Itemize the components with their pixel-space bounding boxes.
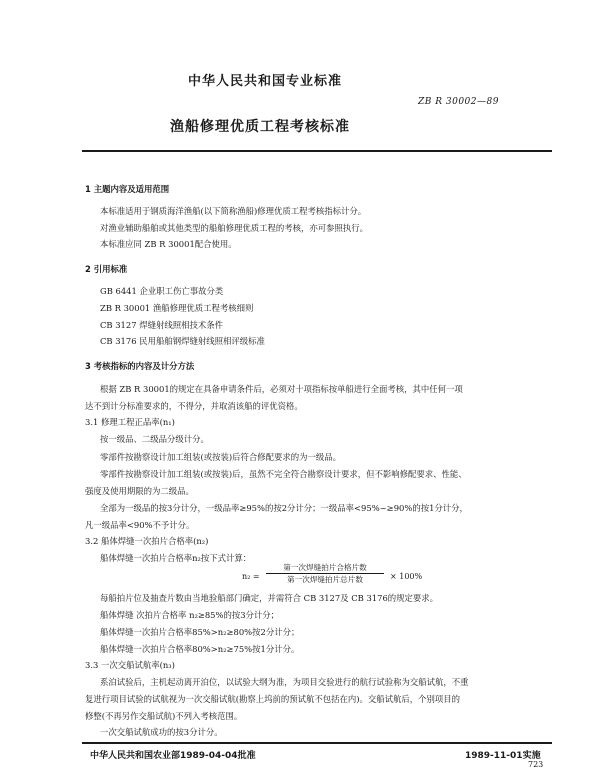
subsection-3-3-line: 系泊试验后，主机起动离开泊位，以试验大纲为准，为项目交验进行的航行试验称为交船试航，不重 <box>100 677 469 687</box>
footer-rule <box>82 742 552 744</box>
section-1-line: 本标准应同 ZB R 30001配合使用。 <box>100 239 237 249</box>
document-title: 渔船修理优质工程考核标准 <box>170 119 350 135</box>
formula-lhs: n₂ = <box>242 572 260 581</box>
section-3-heading: 3 考核指标的内容及计分方法 <box>85 361 195 371</box>
section-2-heading: 2 引用标准 <box>85 264 128 274</box>
subsection-3-1-line: 零部件按勘察设计加工组装(或按装)后符合修配要求的为一级品。 <box>100 452 342 462</box>
formula-fraction <box>266 563 384 584</box>
formula-rhs: × 100% <box>390 572 423 581</box>
implementation-date: 1989-11-01实施 <box>465 751 541 761</box>
reference-item: ZB R 30001 渔船修理优质工程考核细则 <box>100 303 254 313</box>
issuing-agency: 中华人民共和国专业标准 <box>188 74 343 89</box>
subsection-3-2-line: 船体焊缝一次拍片合格率80%>n₂≥75%按1分计分。 <box>100 644 300 654</box>
subsection-3-2-line: 每船拍片位及抽查片数由当地验船部门确定，并需符合 CB 3127及 CB 3176的规定要求。 <box>100 593 439 603</box>
subsection-3-3-heading: 3.3 一次交船试航率(n₃) <box>85 660 175 670</box>
subsection-3-3-line: 一次交船试航成功的按3分计分。 <box>100 727 223 737</box>
subsection-3-2-line: 船体焊缝一次拍片合格率n₂按下式计算： <box>100 553 252 563</box>
header-rule <box>82 150 552 152</box>
fraction-bar <box>266 573 384 574</box>
section-1-heading: 1 主题内容及适用范围 <box>85 184 170 194</box>
reference-item: GB 6441 企业职工伤亡事故分类 <box>100 286 224 296</box>
section-3-intro: 根据 ZB R 30001的规定在具备申请条件后，必须对十项指标按单船进行全面考核，其中任何一项 <box>100 384 463 394</box>
subsection-3-2-heading: 3.2 船体焊缝一次拍片合格率(n₂) <box>85 536 209 546</box>
reference-item: CB 3176 民用船舶钢焊缝射线照相评级标准 <box>100 336 265 346</box>
formula-denominator: 第一次焊缝拍片总片数 <box>287 575 363 584</box>
formula-numerator: 第一次焊缝拍片合格片数 <box>283 563 367 572</box>
subsection-3-1-line: 强度及使用期限的为二级品。 <box>85 486 194 496</box>
page-number: 723 <box>528 760 544 769</box>
subsection-3-1-line: 按一级品、二级品分级计分。 <box>100 434 209 444</box>
section-1-line: 本标准适用于钢质海洋渔船(以下简称渔船)修理优质工程考核指标计分。 <box>100 206 367 216</box>
subsection-3-2-line: 船体焊缝 次拍片合格率 n₂≥85%的按3分计分； <box>100 610 280 620</box>
standard-code: ZB R 30002—89 <box>418 97 499 107</box>
subsection-3-3-line: 复进行项目试验的试航视为一次交船试航(勘察上坞前的预试航不包括在内)。交船试航后，个别项目的 <box>85 694 461 704</box>
subsection-3-1-line: 凡一级品率<90%不予计分。 <box>85 520 195 530</box>
section-3-intro: 达不到计分标准要求的，不得分，并取消该船的评优资格。 <box>85 401 303 411</box>
subsection-3-2-line: 船体焊缝一次拍片合格率85%>n₂≥80%按2分计分； <box>100 627 300 637</box>
subsection-3-3-line: 修整(不再另作交船试航)不列入考核范围。 <box>85 711 243 721</box>
approval-line: 中华人民共和国农业部1989-04-04批准 <box>90 751 256 761</box>
subsection-3-1-line: 零部件按勘察设计加工组装(或按装)后，虽然不完全符合勘察设计要求，但不影响修配要求、性能、 <box>100 469 467 479</box>
subsection-3-1-heading: 3.1 修理工程正品率(n₁) <box>85 417 175 427</box>
subsection-3-1-line: 全部为一级品的按3分计分，一级品率≥95%的按2分计分；一级品率<95%~≥90%的按1分计分， <box>100 503 468 513</box>
section-1-line: 对渔业辅助船舶或其他类型的船舶修理优质工程的考核，亦可参照执行。 <box>100 223 368 233</box>
reference-item: CB 3127 焊缝射线照相技术条件 <box>100 320 223 330</box>
